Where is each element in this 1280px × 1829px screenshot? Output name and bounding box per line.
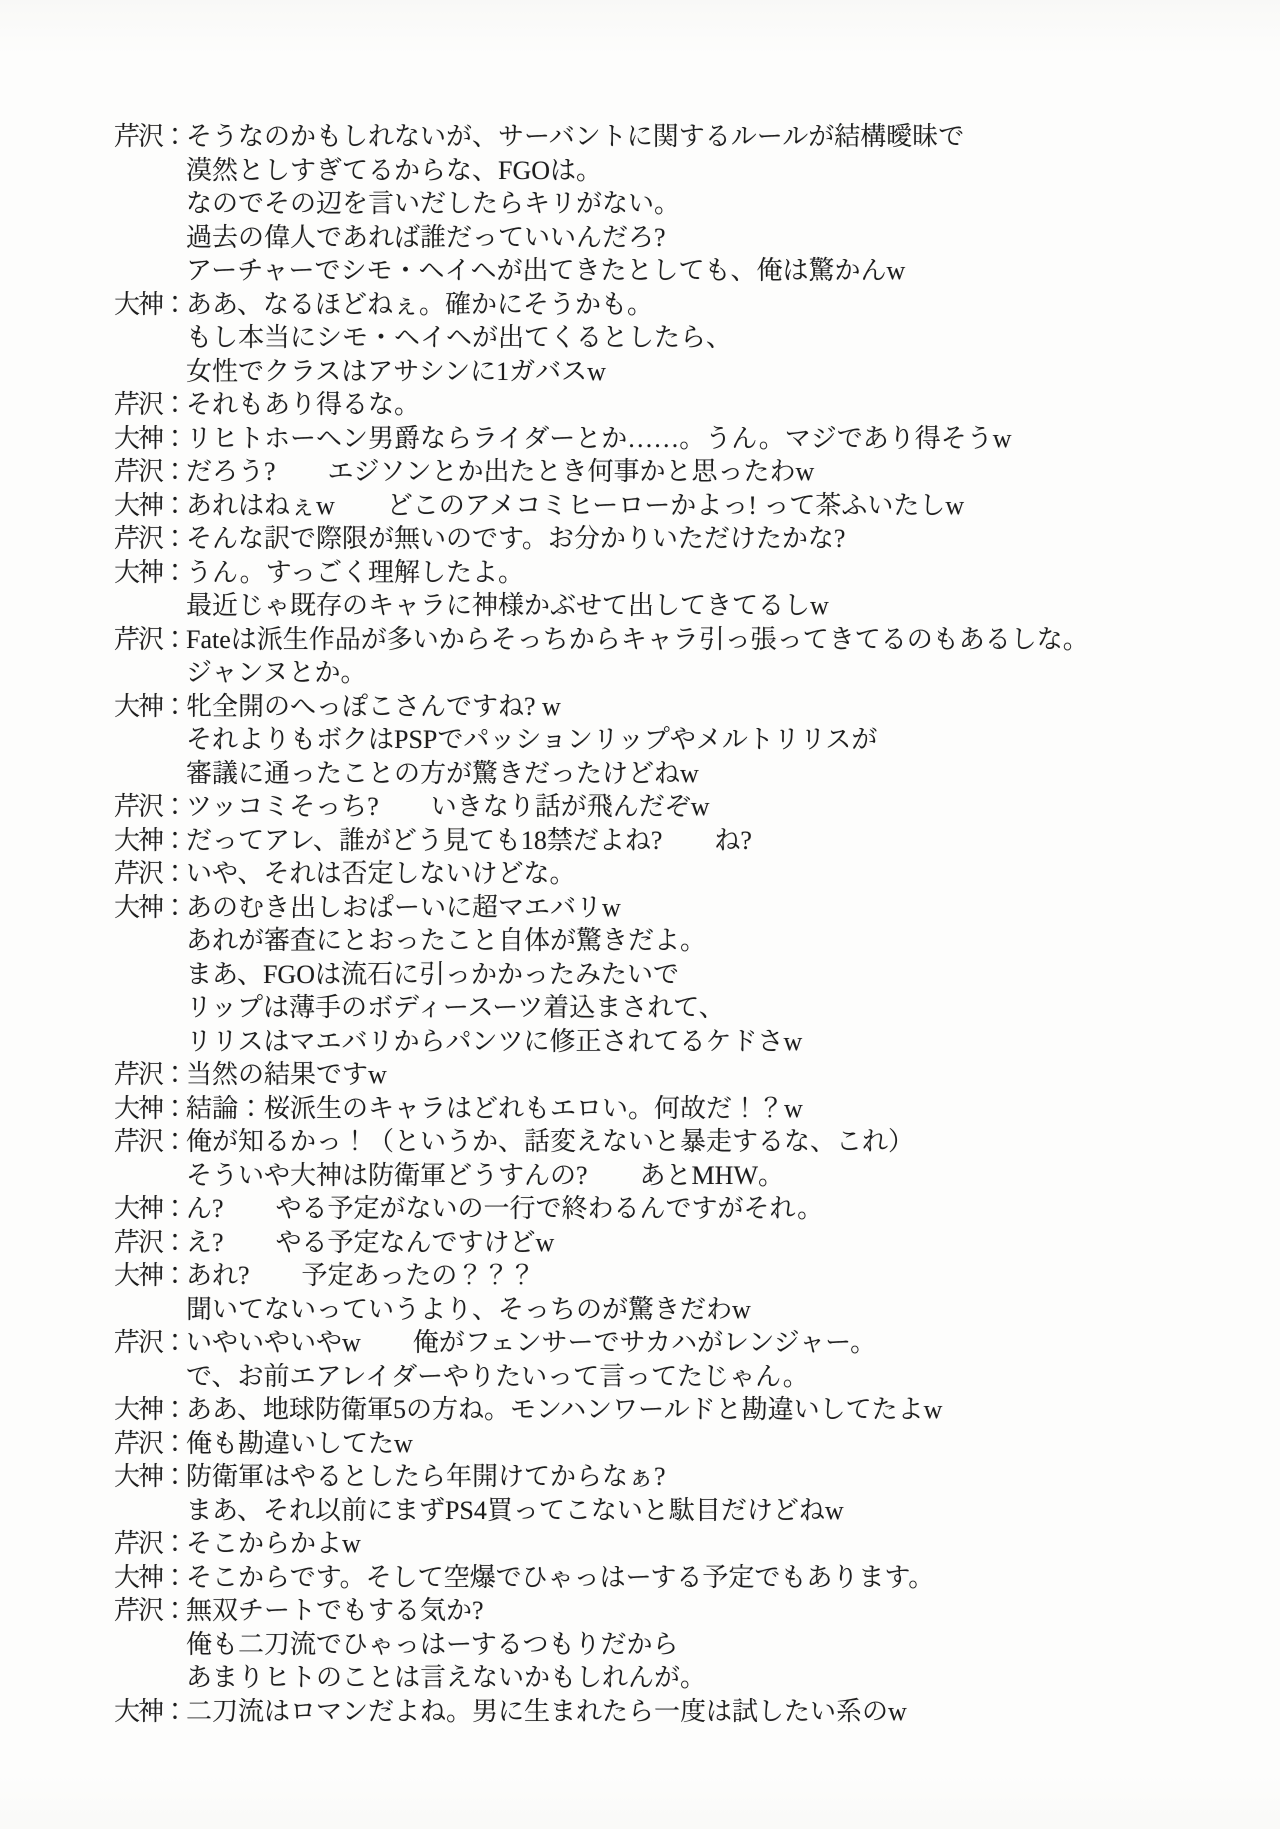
dialogue-line: リリスはマエバリからパンツに修正されてるケドさw <box>186 1026 803 1056</box>
dialogue-entry <box>114 690 1224 791</box>
dialogue-line: 審議に通ったことの方が驚きだったけどねw <box>186 758 699 788</box>
dialogue-entry <box>114 455 1224 489</box>
dialogue-line: ん? やる予定がないの一行で終わるんですがそれ。 <box>186 1194 824 1223</box>
dialogue-line: いや、それは否定しないけどな。 <box>186 859 576 888</box>
dialogue-lines <box>186 388 1224 422</box>
dialogue-lines <box>186 1460 1224 1527</box>
dialogue-line: あのむき出しおぱーいに超マエバリw <box>186 892 621 922</box>
dialogue-lines <box>186 1427 1224 1461</box>
dialogue-entry <box>114 388 1224 422</box>
dialogue-entry <box>114 1058 1224 1092</box>
speaker-label: 大神： <box>114 892 187 922</box>
speaker-label: 大神： <box>114 423 187 453</box>
dialogue-lines <box>186 1393 1224 1427</box>
dialogue-line: 防衛軍はやるとしたら年開けてからなぁ? <box>186 1462 666 1491</box>
dialogue-entry <box>114 422 1224 456</box>
dialogue-line: ツッコミそっち? いきなり話が飛んだぞw <box>186 792 710 821</box>
speaker-label: 芹沢： <box>114 1529 187 1558</box>
dialogue-lines <box>186 422 1224 456</box>
dialogue-line: アーチャーでシモ・ヘイヘが出てきたとしても、俺は驚かんw <box>186 256 906 285</box>
dialogue-lines <box>186 1259 1224 1326</box>
speaker-label: 芹沢： <box>114 1060 187 1089</box>
dialogue-lines <box>186 1125 1224 1192</box>
dialogue-line: そういや大神は防衛軍どうすんの? あとMHW。 <box>186 1160 784 1190</box>
dialogue-lines <box>186 857 1224 891</box>
dialogue-line: 女性でクラスはアサシンに1ガバスw <box>186 356 606 386</box>
dialogue-entry <box>114 824 1224 858</box>
dialogue-line: ああ、なるほどねぇ。確かにそうかも。 <box>186 289 653 319</box>
dialogue-lines <box>186 1326 1224 1393</box>
dialogue-lines <box>186 489 1224 523</box>
speaker-label: 大神： <box>114 1696 187 1726</box>
dialogue-line: うん。すっごく理解したよ。 <box>186 557 525 587</box>
dialogue-line: え? やる予定なんですけどw <box>186 1227 555 1257</box>
speaker-label: 大神： <box>114 289 187 319</box>
speaker-label: 芹沢： <box>114 1127 187 1156</box>
dialogue-line: 最近じゃ既存のキャラに神様かぶせて出してきてるしw <box>186 591 829 620</box>
dialogue-lines <box>186 1561 1224 1595</box>
dialogue-line: で、お前エアレイダーやりたいって言ってたじゃん。 <box>186 1361 809 1391</box>
dialogue-entry <box>114 1594 1224 1695</box>
dialogue-line: 過去の偉人であれば誰だっていいんだろ? <box>186 222 666 252</box>
dialogue-lines <box>186 1695 1224 1729</box>
dialogue-line: あれが審査にとおったこと自体が驚きだよ。 <box>186 926 707 955</box>
dialogue-line: あれ? 予定あったの？？？ <box>186 1261 536 1290</box>
dialogue-lines <box>186 790 1224 824</box>
dialogue-lines <box>186 824 1224 858</box>
dialogue-line: 当然の結果ですw <box>186 1060 387 1089</box>
dialogue-lines <box>186 1192 1224 1226</box>
dialogue-line: そんな訳で際限が無いのです。お分かりいただけたかな? <box>186 524 846 553</box>
speaker-label: 芹沢： <box>114 624 187 654</box>
speaker-label: 大神： <box>114 1462 187 1491</box>
speaker-label: 大神： <box>114 825 187 855</box>
speaker-label: 芹沢： <box>114 457 187 486</box>
speaker-label: 芹沢： <box>114 792 187 821</box>
dialogue-lines <box>186 288 1224 389</box>
dialogue-line: あれはねぇw どこのアメコミヒーローかよっ! って茶ふいたしw <box>186 490 965 520</box>
dialogue-line: ああ、地球防衛軍5の方ね。モンハンワールドと勘違いしてたよw <box>186 1395 943 1424</box>
dialogue-lines <box>186 120 1224 288</box>
dialogue-lines <box>186 455 1224 489</box>
speaker-label: 大神： <box>114 1395 187 1424</box>
dialogue-lines <box>186 1594 1224 1695</box>
dialogue-entry <box>114 1125 1224 1192</box>
speaker-label: 芹沢： <box>114 524 187 553</box>
dialogue-lines <box>186 891 1224 1059</box>
dialogue-entry <box>114 288 1224 389</box>
speaker-label: 芹沢： <box>114 390 187 419</box>
speaker-label: 大神： <box>114 1261 187 1290</box>
dialogue-entry <box>114 1192 1224 1226</box>
dialogue-line: 俺も二刀流でひゃっはーするつもりだから <box>186 1629 679 1659</box>
dialogue-line: 結論：桜派生のキャラはどれもエロい。何故だ！？w <box>186 1093 803 1123</box>
dialogue-lines <box>186 690 1224 791</box>
dialogue-entry <box>114 1326 1224 1393</box>
dialogue-line: なのでその辺を言いだしたらキリがない。 <box>186 189 681 218</box>
speaker-label: 大神： <box>114 1194 187 1223</box>
dialogue-lines <box>186 1226 1224 1260</box>
dialogue-entry <box>114 857 1224 891</box>
speaker-label: 大神： <box>114 1562 187 1592</box>
dialogue-line: 無双チートでもする気か? <box>186 1596 484 1625</box>
speaker-label: 大神： <box>114 557 187 587</box>
dialogue-line: いやいやいやw 俺がフェンサーでサカハがレンジャー。 <box>186 1328 877 1357</box>
speaker-label: 芹沢： <box>114 1428 187 1458</box>
dialogue-lines <box>186 522 1224 556</box>
dialogue-line: まあ、FGOは流石に引っかかったみたいで <box>186 959 679 989</box>
dialogue-line: そうなのかもしれないが、サーバントに関するルールが結構曖昧で <box>186 122 965 151</box>
dialogue-lines <box>186 623 1224 690</box>
dialogue-line: それよりもボクはPSPでパッションリップやメルトリリスが <box>186 725 878 754</box>
dialogue-line: あまりヒトのことは言えないかもしれんが。 <box>186 1663 707 1692</box>
dialogue-entry <box>114 1092 1224 1126</box>
speaker-label: 大神： <box>114 691 187 721</box>
dialogue-line: Fateは派生作品が多いからそっちからキャラ引っ張ってきてるのもあるしな。 <box>186 624 1089 654</box>
dialogue-line: 俺も勘違いしてたw <box>186 1428 413 1458</box>
dialogue-entry <box>114 1427 1224 1461</box>
dialogue-entry <box>114 1695 1224 1729</box>
dialogue-entry <box>114 1259 1224 1326</box>
dialogue-lines <box>186 556 1224 623</box>
dialogue-line: だろう? エジソンとか出たとき何事かと思ったわw <box>186 457 815 486</box>
dialogue-entry <box>114 556 1224 623</box>
dialogue-line: 二刀流はロマンだよね。男に生まれたら一度は試したい系のw <box>186 1696 907 1726</box>
dialogue-entry <box>114 1226 1224 1260</box>
dialogue-entry <box>114 623 1224 690</box>
dialogue-entry <box>114 891 1224 1059</box>
speaker-label: 大神： <box>114 1093 187 1123</box>
dialogue-transcript <box>114 120 1224 1728</box>
dialogue-lines <box>186 1058 1224 1092</box>
dialogue-line: ジャンヌとか。 <box>186 658 367 687</box>
dialogue-line: 牝全開のへっぽこさんですね? w <box>186 691 561 721</box>
speaker-label: 芹沢： <box>114 1596 187 1625</box>
dialogue-entry <box>114 120 1224 288</box>
dialogue-line: もし本当にシモ・ヘイヘが出てくるとしたら、 <box>186 323 733 352</box>
speaker-label: 芹沢： <box>114 859 187 888</box>
dialogue-entry <box>114 1460 1224 1527</box>
dialogue-line: リップは薄手のボディースーツ着込まされて、 <box>186 993 725 1022</box>
dialogue-entry <box>114 489 1224 523</box>
dialogue-line: そこからです。そして空爆でひゃっはーする予定でもあります。 <box>186 1562 935 1592</box>
speaker-label: 芹沢： <box>114 122 187 151</box>
speaker-label: 芹沢： <box>114 1328 187 1357</box>
dialogue-entry <box>114 1527 1224 1561</box>
dialogue-lines <box>186 1092 1224 1126</box>
dialogue-entry <box>114 790 1224 824</box>
dialogue-line: だってアレ、誰がどう見ても18禁だよね? ね? <box>186 825 752 855</box>
dialogue-entry <box>114 522 1224 556</box>
dialogue-lines <box>186 1527 1224 1561</box>
dialogue-line: 俺が知るかっ！（というか、話変えないと暴走するな、これ） <box>186 1127 915 1156</box>
dialogue-line: 漠然としすぎてるからな、FGOは。 <box>186 155 603 185</box>
dialogue-line: 聞いてないっていうより、そっちのが驚きだわw <box>186 1294 751 1324</box>
speaker-label: 大神： <box>114 490 187 520</box>
speaker-label: 芹沢： <box>114 1227 187 1257</box>
dialogue-line: そこからかよw <box>186 1529 361 1558</box>
dialogue-line: それもあり得るな。 <box>186 390 421 419</box>
dialogue-entry <box>114 1393 1224 1427</box>
dialogue-line: リヒトホーヘン男爵ならライダーとか……。うん。マジであり得そうw <box>186 423 1012 453</box>
dialogue-line: まあ、それ以前にまずPS4買ってこないと駄目だけどねw <box>186 1495 844 1525</box>
dialogue-entry <box>114 1561 1224 1595</box>
